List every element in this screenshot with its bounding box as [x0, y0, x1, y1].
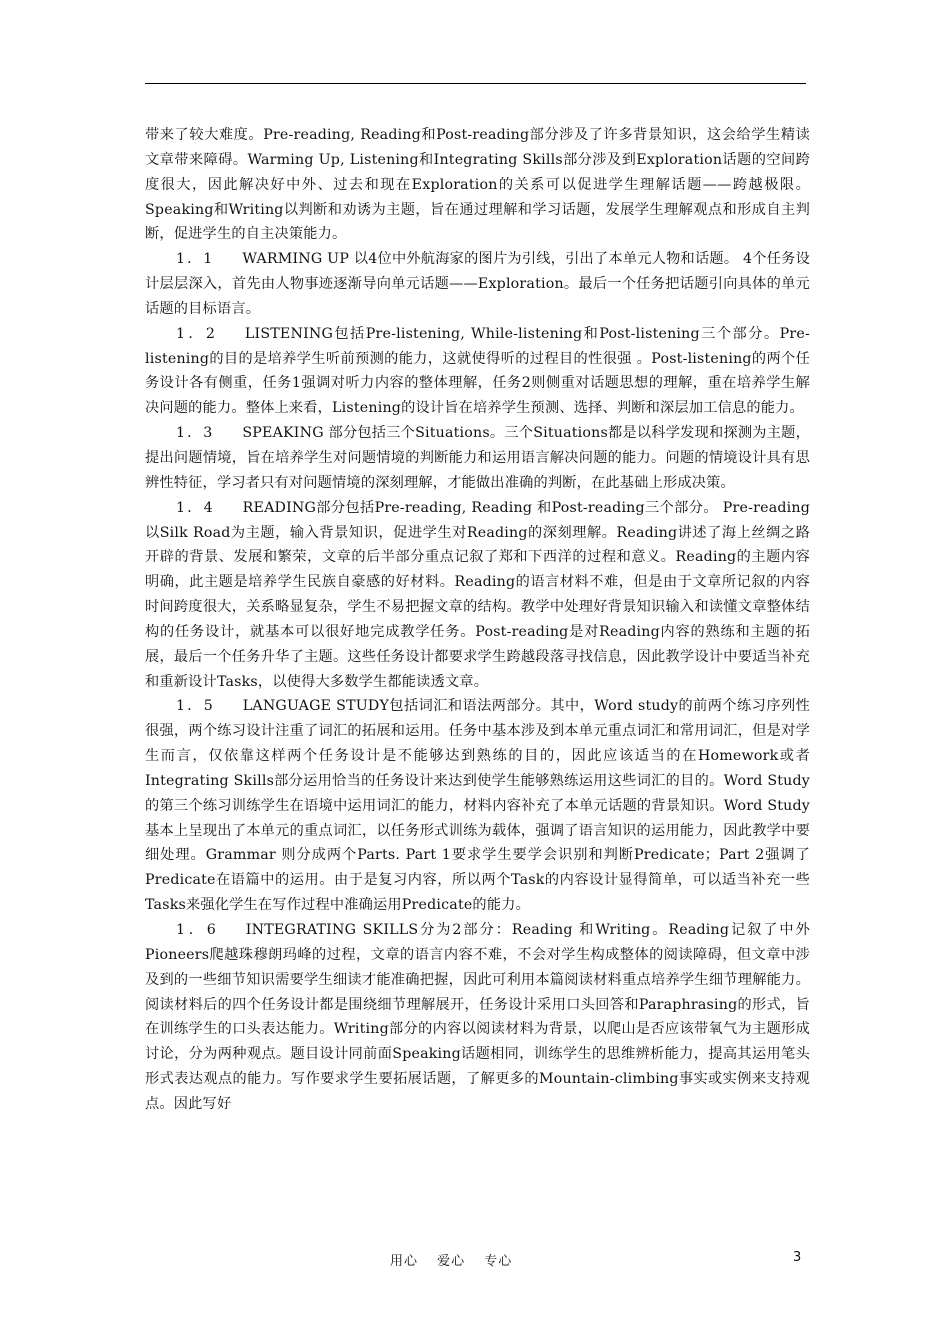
- paragraph-1-2-listening: [145, 322, 810, 421]
- paragraph-1-1-warming-up: [145, 247, 810, 322]
- paragraph-text: LANGUAGE STUDY包括词汇和语法两部分。其中，Word study的前两个练习序列性很强，两个练习设计注重了词汇的拓展和运用。任务中基本涉及到本单元重点词汇和常用词汇，但是对学生而言，仅依靠这样两个任务设计是不能够达到熟练的目的，因此应该适当的在Homework或者Integrating Skills部分运用恰当的任务设计来达到使学生能够熟练运用这些词汇的目的。Word Study的第三个练习训练学生在语境中运用词汇的能力，材料内容补充了本单元话题的背景知识。Word Study基本上呈现出了本单元的重点词汇，以任务形式训练为载体，强调了语言知识的运用能力，因此教学中要细处理。Grammar 则分成两个Parts. Part 1要求学生要学会识别和判断Predicate；Part 2强调了Predicate在语篇中的运用。由于是复习内容，所以两个Task的内容设计显得简单，可以适当补充一些Tasks来强化学生在写作过程中准确运用Predicate的能力。: [145, 698, 810, 914]
- section-number: 1．3: [176, 425, 215, 442]
- paragraph-1-5-language-study: [145, 694, 810, 918]
- paragraph-text: SPEAKING 部分包括三个Situations。三个Situations都是以科学发现和探测为主题，提出问题情境，旨在培养学生对问题情境的判断能力和运用语言解决问题的能力。问题的情境设计具有思辨性特征，学习者只有对问题情境的深刻理解，才能做出准确的判断，在此基础上形成决策。: [145, 425, 810, 491]
- footer-motto: 用心 爱心 专心: [390, 1254, 513, 1269]
- section-number: 1．1: [176, 251, 215, 268]
- paragraph-intro: [145, 123, 810, 247]
- paragraph-text: WARMING UP 以4位中外航海家的图片为引线，引出了本单元人物和话题。 4个任务设计层层深入，首先由人物事迹逐渐导向单元话题——Exploration。最后一个任务把话题引向具体的单元话题的目标语言。: [145, 251, 810, 317]
- paragraph-text: 带来了较大难度。Pre-reading, Reading和Post-reading部分涉及了许多背景知识，这会给学生精读文章带来障碍。Warming Up, Listening和Integrating Skills部分涉及到Exploration话题的空间跨度很大，因此解决好中外、过去和现在Exploration的关系可以促进学生理解话题——跨越极限。Speaking和Writing以判断和劝诱为主题，旨在通过理解和学习话题，发展学生理解观点和形成自主判断，促进学生的自主决策能力。: [145, 127, 810, 243]
- paragraph-text: READING部分包括Pre-reading, Reading 和Post-reading三个部分。 Pre-reading以Silk Road为主题，输入背景知识，促进学生对Reading的深刻理解。Reading讲述了海上丝绸之路开辟的背景、发展和繁荣，文章的后半部分重点记叙了郑和下西洋的过程和意义。Reading的主题内容明确，此主题是培养学生民族自豪感的好材料。Reading的语言材料不难，但是由于文章所记叙的内容时间跨度很大，关系略显复杂，学生不易把握文章的结构。教学中处理好背景知识输入和读懂文章整体结构的任务设计，就基本可以很好地完成教学任务。Post-reading是对Reading内容的熟练和主题的拓展，最后一个任务升华了主题。这些任务设计都要求学生跨越段落寻找信息，因此教学设计中要适当补充和重新设计Tasks，以使得大多数学生都能读透文章。: [145, 499, 811, 690]
- header-rule: [145, 83, 806, 84]
- paragraph-text: LISTENING包括Pre-listening, While-listening和Post-listening三个部分。Pre-listening的目的是培养学生听前预测的能力，这就使得听的过程目的性很强 。Post-listening的两个任务设计各有侧重，任务1强调对听力内容的整体理解，任务2则侧重对话题思想的理解，重在培养学生解决问题的能力。整体上来看，Listening的设计旨在培养学生预测、选择、判断和深层加工信息的能力。: [145, 325, 810, 417]
- page-number: 3: [793, 1250, 802, 1265]
- section-number: 1．6: [176, 922, 218, 938]
- paragraph-1-4-reading: [145, 496, 810, 695]
- section-number: 1．4: [176, 499, 215, 516]
- paragraph-1-3-speaking: [145, 421, 810, 496]
- section-number: 1．5: [176, 698, 215, 715]
- paragraph-text: INTEGRATING SKILLS分为2部分：Reading 和Writing。Reading记叙了中外Pioneers爬越珠穆朗玛峰的过程，文章的语言内容不难，不会对学生构成整体的阅读障碍，但文章中涉及到的一些细节知识需要学生细读才能准确把握，因此可利用本篇阅读材料重点培养学生细节理解能力。阅读材料后的四个任务设计都是围绕细节理解展开，任务设计采用口头回答和Paraphrasing的形式，旨在训练学生的口头表达能力。Writing部分的内容以阅读材料为背景，以爬山是否应该带氧气为主题形成讨论，分为两种观点。题目设计同前面Speaking话题相同，训练学生的思维辨析能力，提高其运用笔头形式表达观点的能力。写作要求学生要拓展话题，了解更多的Mountain-climbing事实或实例来支持观点。因此写好: [145, 922, 810, 1112]
- paragraph-1-6-integrating-skills: [145, 918, 810, 1117]
- document-body: [145, 123, 810, 1117]
- section-number: 1．2: [176, 325, 217, 342]
